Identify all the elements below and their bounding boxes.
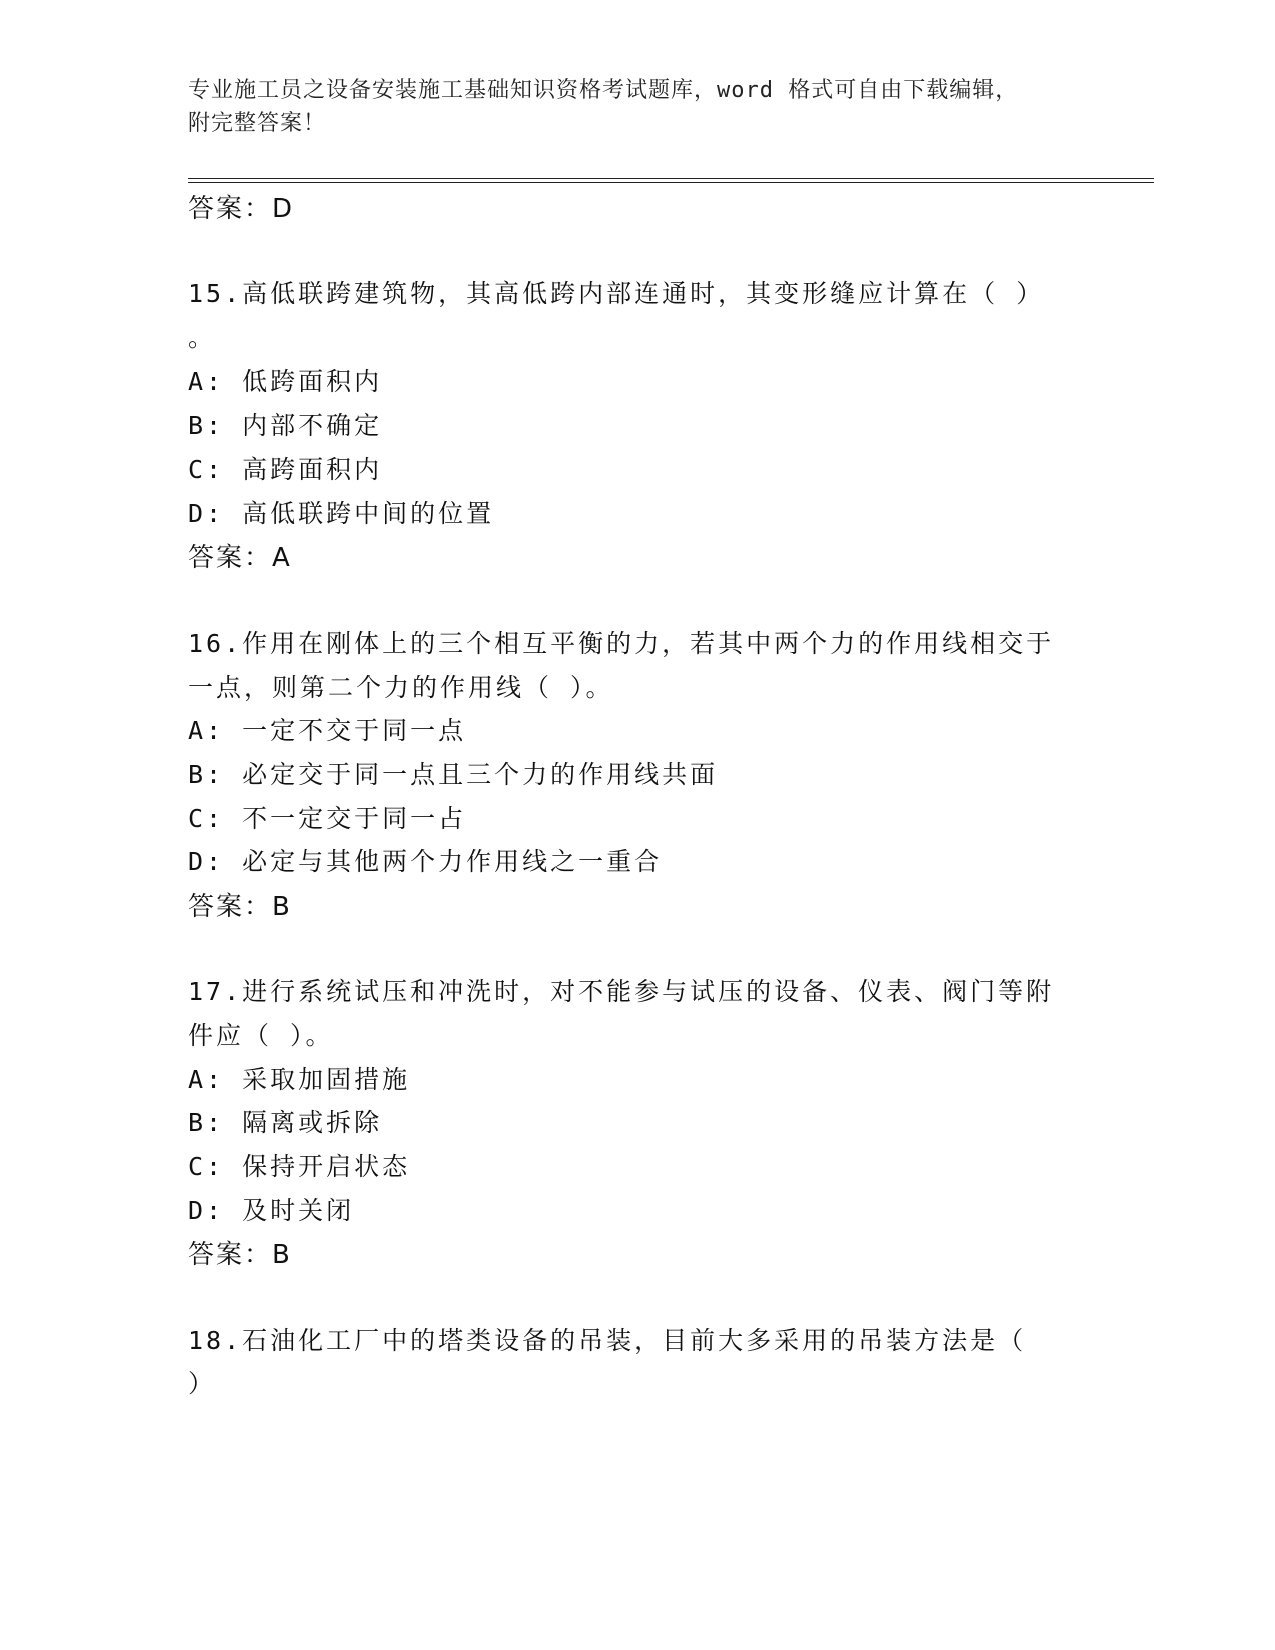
question-15-stem-line-1: 15.高低联跨建筑物，其高低跨内部连通时，其变形缝应计算在（ ） xyxy=(188,279,1045,308)
question-16-answer: 答案：B xyxy=(188,892,292,922)
question-16-option-d: D: 必定与其他两个力作用线之一重合 xyxy=(188,847,663,876)
document-header xyxy=(188,74,1108,140)
header-line-2: 附完整答案！ xyxy=(188,111,327,136)
question-15-option-d: D: 高低联跨中间的位置 xyxy=(188,499,495,528)
question-15-option-c: C: 高跨面积内 xyxy=(188,455,383,484)
question-17-stem-line-2: 件应（ ）。 xyxy=(188,1021,334,1050)
question-17-option-b: B: 隔离或拆除 xyxy=(188,1108,383,1137)
question-17-option-c: C: 保持开启状态 xyxy=(188,1152,411,1181)
question-17-option-d: D: 及时关闭 xyxy=(188,1196,355,1225)
question-16-option-c: C: 不一定交于同一占 xyxy=(188,804,467,833)
question-15-option-b: B: 内部不确定 xyxy=(188,411,383,440)
header-divider xyxy=(188,178,1154,179)
question-15-stem-line-2: 。 xyxy=(188,323,217,352)
question-15-answer: 答案：A xyxy=(188,543,292,573)
header-divider-second xyxy=(188,182,1154,183)
previous-answer: 答案：D xyxy=(188,194,295,224)
question-16-option-b: B: 必定交于同一点且三个力的作用线共面 xyxy=(188,760,719,789)
question-16-stem-line-2: 一点，则第二个力的作用线（ ）。 xyxy=(188,673,614,702)
question-16-option-a: A: 一定不交于同一点 xyxy=(188,716,467,745)
header-line-1: 专业施工员之设备安装施工基础知识资格考试题库，word 格式可自由下载编辑， xyxy=(188,78,1019,103)
question-16-stem-line-1: 16.作用在刚体上的三个相互平衡的力，若其中两个力的作用线相交于 xyxy=(188,629,1055,658)
question-17-answer: 答案：B xyxy=(188,1240,292,1270)
question-17-option-a: A: 采取加固措施 xyxy=(188,1065,411,1094)
question-18-stem-line-2: ） xyxy=(188,1369,217,1398)
question-18-stem-line-1: 18.石油化工厂中的塔类设备的吊装，目前大多采用的吊装方法是（ xyxy=(188,1326,1027,1355)
question-17-stem-line-1: 17.进行系统试压和冲洗时，对不能参与试压的设备、仪表、阀门等附 xyxy=(188,977,1055,1006)
question-15-option-a: A: 低跨面积内 xyxy=(188,367,383,396)
